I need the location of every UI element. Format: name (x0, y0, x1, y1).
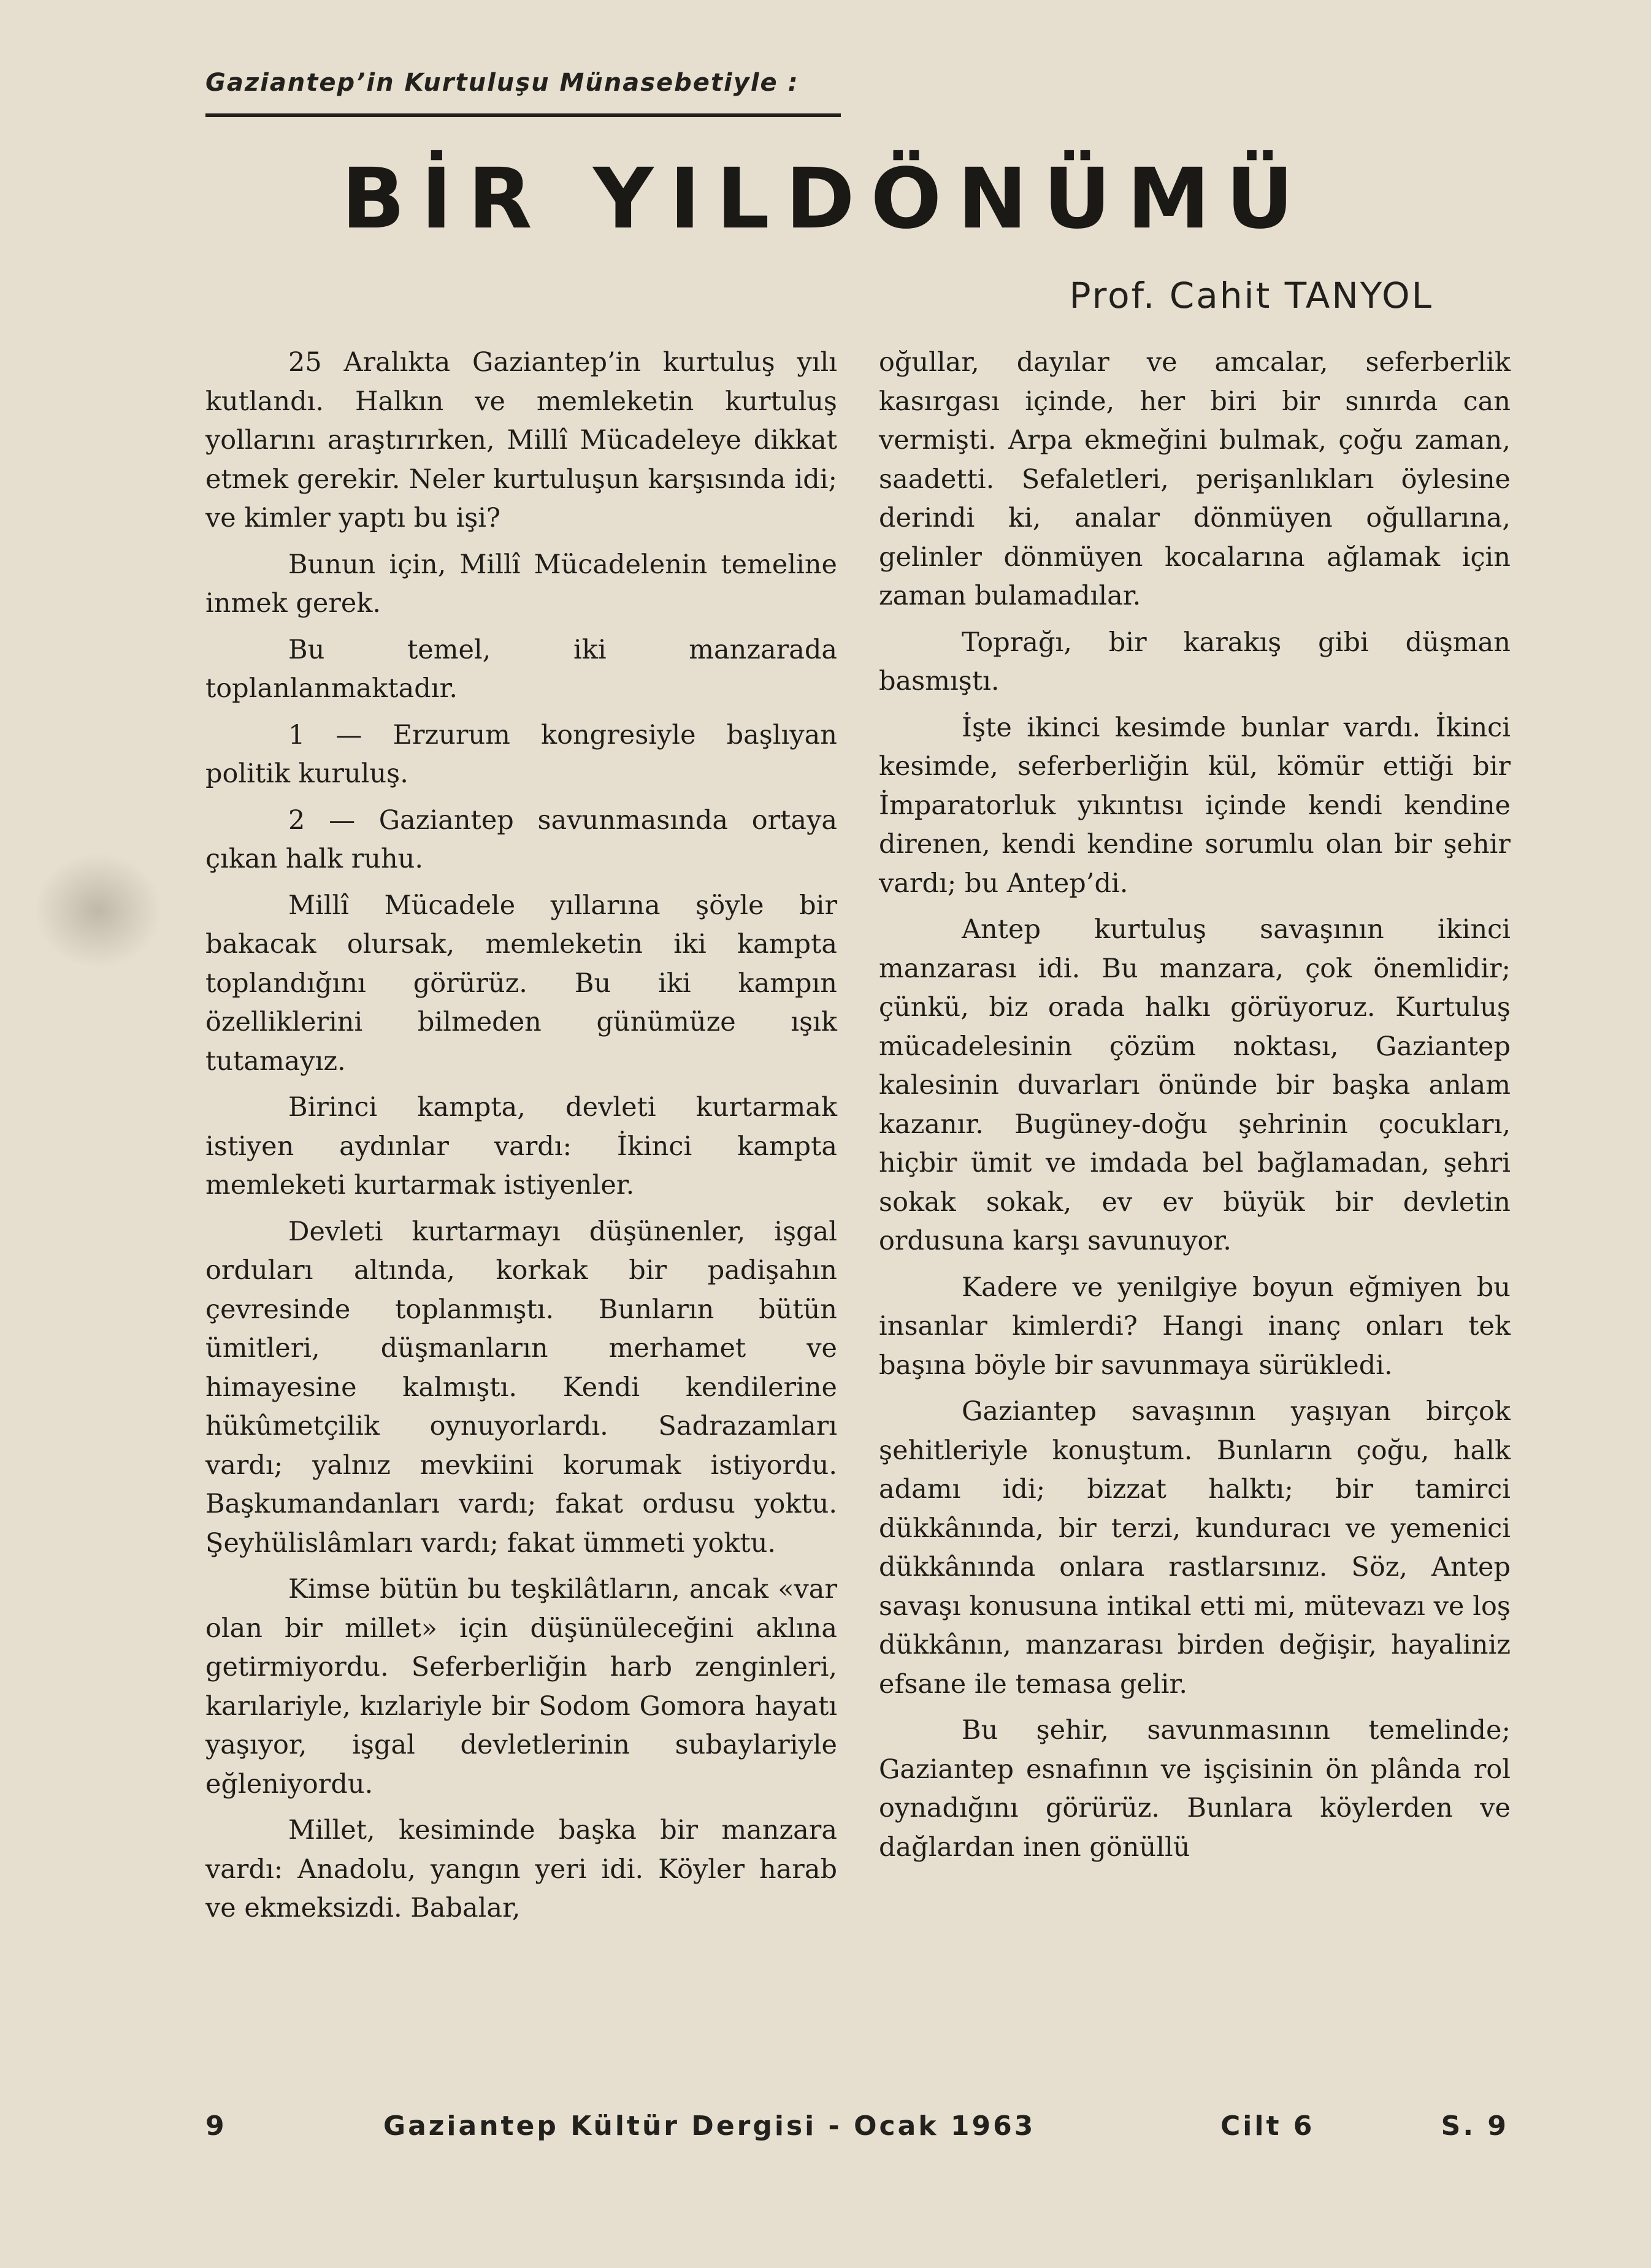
article-kicker: Gaziantep’in Kurtuluşu Münasebetiyle : (205, 69, 799, 97)
footer-journal: Gaziantep Kültür Dergisi - Ocak 1963 (383, 2110, 1036, 2142)
footer-page-number: 9 (205, 2110, 227, 2142)
paragraph: Bunun için, Millî Mücadelenin temeline inmek gerek. (205, 549, 837, 619)
paragraph: Kadere ve yenilgiye boyun eğmiyen bu insanlar kimlerdi? Hangi inanç onları tek başına böyle bir savunmaya sürükledi. (879, 1272, 1511, 1381)
paragraph: Bu temel, iki manzarada toplanlanmaktadır. (205, 634, 837, 704)
paragraph: Birinci kampta, devleti kurtarmak istiyen aydınlar vardı: İkinci kampta memleketi kurtarmak istiyenler. (205, 1092, 837, 1201)
paragraph: Kimse bütün bu teşkilâtların, ancak «var olan bir millet» için düşünüleceğini aklına getirmiyordu. Seferberliğin harb zenginleri, karılariyle, kızlariyle bir Sodom Gomora hayatı yaşıyor, işgal devletlerinin subaylariyle eğleniyordu. (205, 1574, 837, 1800)
paragraph: İşte ikinci kesimde bunlar vardı. İkinci kesimde, seferberliğin kül, kömür ettiği bir İmparatorluk yıkıntısı içinde kendi kendine direnen, kendi kendine sorumlu olan bir şehir vardı; bu Antep’di. (879, 712, 1511, 899)
footer-volume: Cilt 6 (1220, 2110, 1315, 2142)
kicker-underline (205, 113, 841, 117)
right-column (879, 343, 1511, 1874)
page-footer (205, 2110, 1509, 2147)
paragraph: 2 — Gaziantep savunmasında ortaya çıkan halk ruhu. (205, 804, 837, 874)
paragraph: Gaziantep savaşının yaşıyan birçok şehitleriyle konuştum. Bunların çoğu, halk adamı idi; bizzat halktı; bir tamirci dükkânında, bir terzi, kunduracı ve yemenici dükkânında onlara rastlarsınız. Söz, Antep savaşı konusuna intikal etti mi, mütevazı ve loş dükkânın, manzarası birden değişir, hayaliniz efsane ile temasa gelir. (879, 1396, 1511, 1700)
page-smudge (34, 852, 163, 969)
paragraph: Millet, kesiminde başka bir manzara vardı: Anadolu, yangın yeri idi. Köyler harab ve ekmeksizdi. Babalar, (205, 1815, 837, 1923)
paragraph: Devleti kurtarmayı düşünenler, işgal orduları altında, korkak bir padişahın çevresinde toplanmıştı. Bunların bütün ümitleri, düşmanların merhamet ve himayesine kalmıştı. Kendi kendilerine hükûmetçilik oynuyorlardı. Sadrazamları vardı; yalnız mevkiini korumak istiyordu. Başkumandanları vardı; fakat ordusu yoktu. Şeyhülislâmları vardı; fakat ümmeti yoktu. (205, 1216, 837, 1559)
paragraph: Toprağı, bir karakış gibi düşman basmıştı. (879, 627, 1511, 697)
article-title: BİR YILDÖNÜMÜ (341, 151, 1310, 248)
footer-issue: S. 9 (1441, 2110, 1509, 2142)
paragraph: oğullar, dayılar ve amcalar, seferberlik kasırgası içinde, her biri bir sınırda can vermişti. Arpa ekmeğini bulmak, çoğu zaman, saadetti. Sefaletleri, perişanlıkları öylesine derindi ki, analar dönmüyen oğullarına, gelinler dönmüyen kocalarına ağlamak için zaman bulamadılar. (879, 347, 1511, 611)
paragraph: 1 — Erzurum kongresiyle başlıyan politik kuruluş. (205, 719, 837, 789)
paragraph: 25 Aralıkta Gaziantep’in kurtuluş yılı kutlandı. Halkın ve memleketin kurtuluş yollarını araştırırken, Millî Mücadeleye dikkat etmek gerekir. Neler kurtuluşun karşısında idi; ve kimler yaptı bu işi? (205, 347, 837, 533)
paragraph: Millî Mücadele yıllarına şöyle bir bakacak olursak, memleketin iki kampta toplandığını görürüz. Bu iki kampın özelliklerini bilmeden günümüze ışık tutamayız. (205, 890, 837, 1077)
paragraph: Bu şehir, savunmasının temelinde; Gaziantep esnafının ve işçisinin ön plânda rol oynadığını görürüz. Bunlara köylerden ve dağlardan inen gönüllü (879, 1715, 1511, 1863)
left-column (205, 343, 837, 1936)
paragraph: Antep kurtuluş savaşının ikinci manzarası idi. Bu manzara, çok önemlidir; çünkü, biz orada halkı görüyoruz. Kurtuluş mücadelesinin çözüm noktası, Gaziantep kalesinin duvarları önünde bir başka anlam kazanır. Bugüney-doğu şehrinin çocukları, hiçbir ümit ve imdada bel bağlamadan, şehri sokak sokak, ev ev büyük bir devletin ordusuna karşı savunuyor. (879, 914, 1511, 1256)
article-author: Prof. Cahit TANYOL (1069, 275, 1433, 316)
